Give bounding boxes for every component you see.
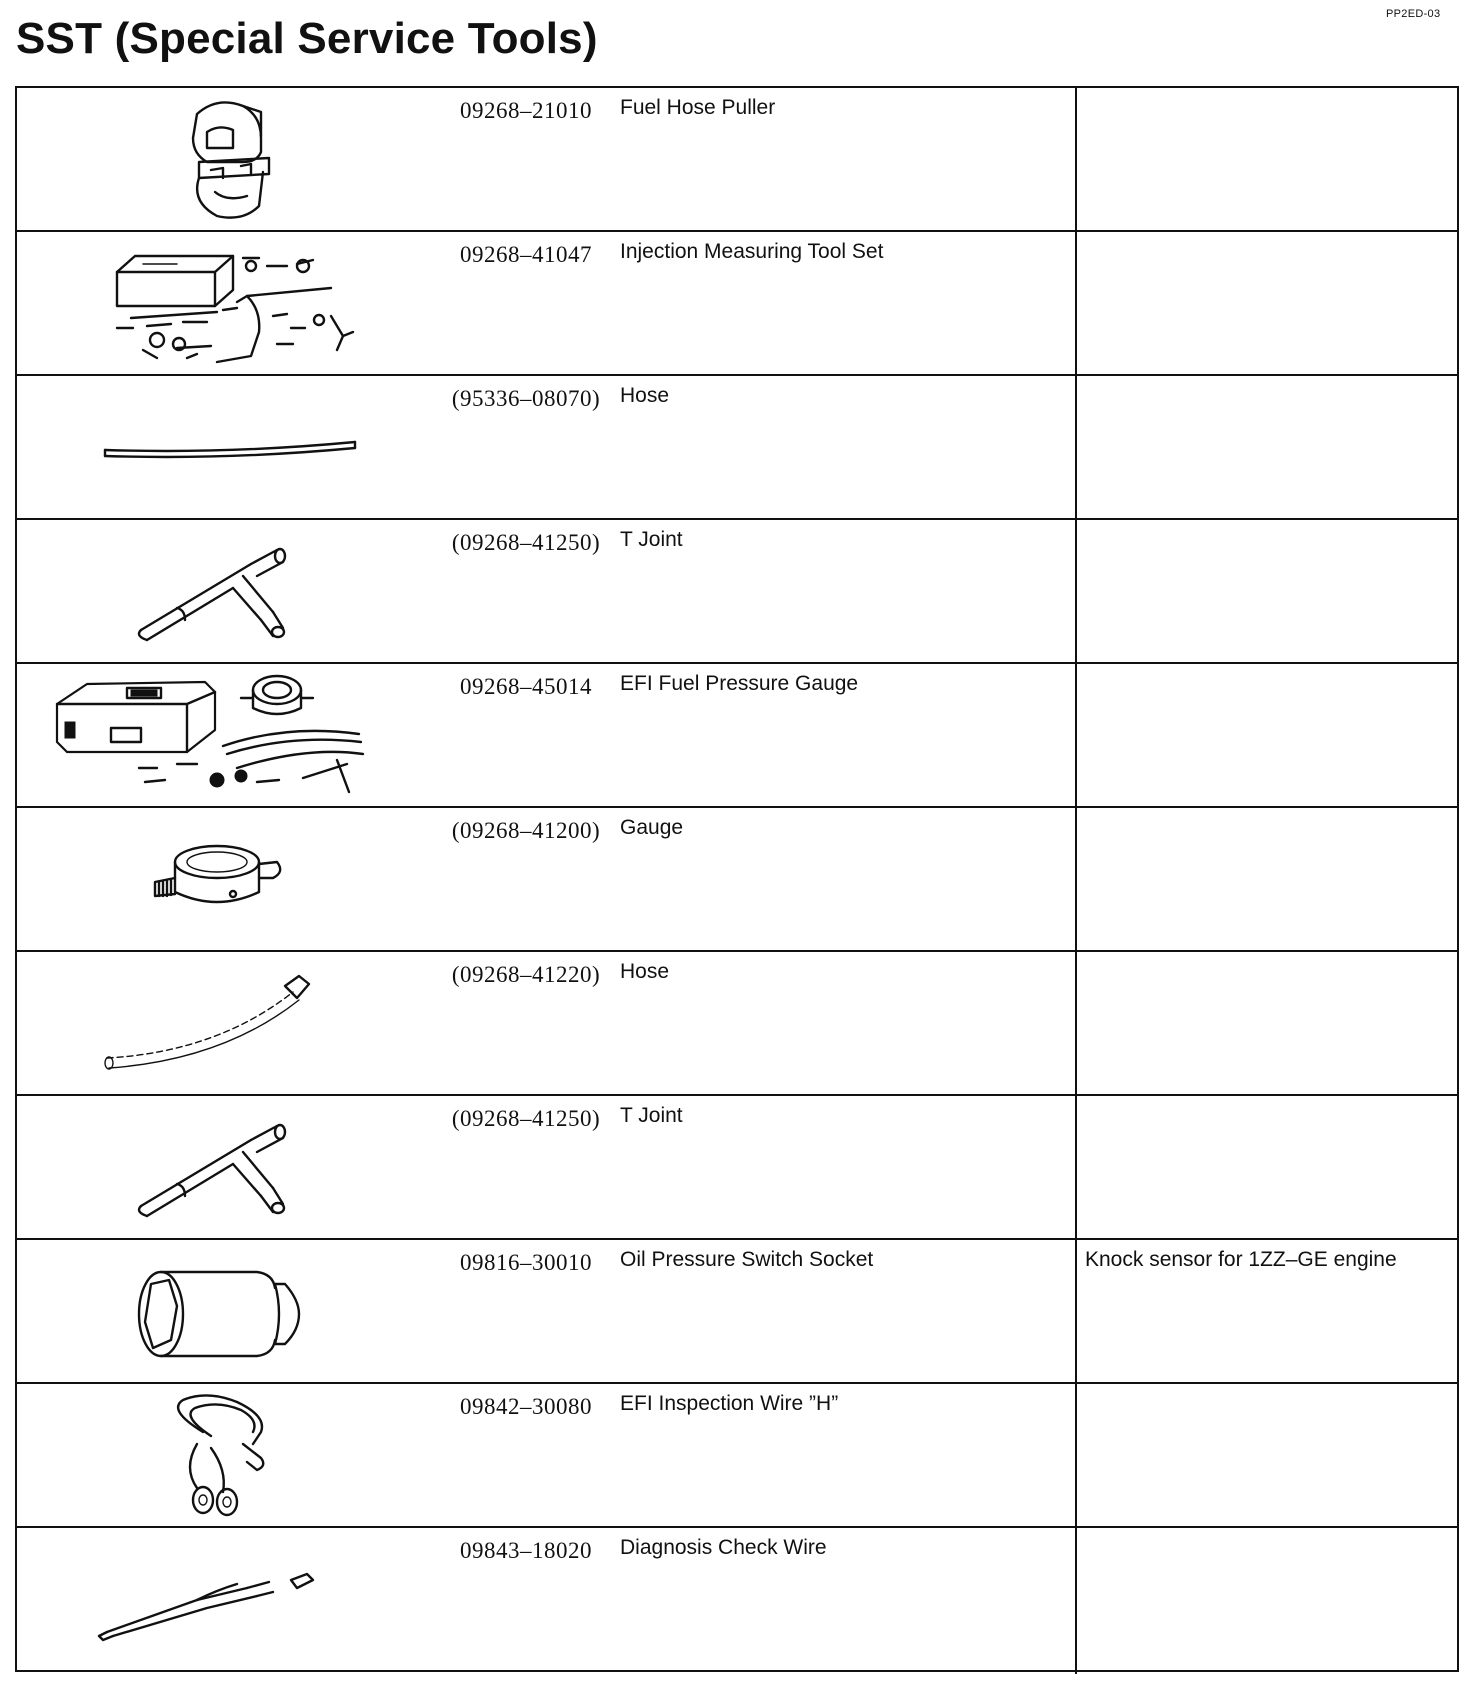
- fuel-pressure-gauge-kit-icon: [47, 668, 407, 802]
- table-row: [17, 376, 1457, 520]
- curved-hose-icon: [47, 956, 407, 1090]
- column-divider: [1075, 808, 1077, 950]
- tool-name: T Joint: [620, 528, 683, 551]
- inspection-wire-icon: [47, 1388, 407, 1522]
- table-row: [17, 1528, 1457, 1674]
- tool-name: T Joint: [620, 1104, 683, 1127]
- column-divider: [1075, 520, 1077, 662]
- column-divider: [1075, 952, 1077, 1094]
- part-number: 09268–45014: [460, 674, 592, 699]
- part-number: (95336–08070): [451, 386, 601, 411]
- t-joint-icon: [47, 524, 407, 658]
- table-row: [17, 808, 1457, 952]
- part-number: (09268–41250): [451, 530, 601, 555]
- column-divider: [1075, 376, 1077, 518]
- part-number: 09268–21010: [460, 98, 592, 123]
- column-divider: [1075, 1240, 1077, 1382]
- tool-name: EFI Inspection Wire ”H”: [620, 1392, 839, 1415]
- page-title: SST (Special Service Tools): [16, 14, 598, 63]
- t-joint-icon: [47, 1100, 407, 1234]
- part-number: 09842–30080: [460, 1394, 592, 1419]
- part-number: (09268–41250): [451, 1106, 601, 1131]
- part-number: (09268–41200): [451, 818, 601, 843]
- part-number: 09268–41047: [460, 242, 592, 267]
- column-divider: [1075, 88, 1077, 230]
- table-row: [17, 1240, 1457, 1384]
- tool-note: Knock sensor for 1ZZ–GE engine: [1085, 1248, 1397, 1271]
- tool-name: Hose: [620, 384, 670, 407]
- part-number: (09268–41220): [451, 962, 601, 987]
- column-divider: [1075, 664, 1077, 806]
- table-row: [17, 520, 1457, 664]
- tool-name: Diagnosis Check Wire: [620, 1536, 827, 1559]
- tool-name: Fuel Hose Puller: [620, 96, 776, 119]
- table-row: [17, 1384, 1457, 1528]
- table-row: [17, 664, 1457, 808]
- hose-icon: [47, 380, 407, 514]
- check-wire-icon: [47, 1532, 407, 1666]
- column-divider: [1075, 1528, 1077, 1674]
- table-row: [17, 88, 1457, 232]
- table-row: [17, 232, 1457, 376]
- socket-icon: [47, 1244, 407, 1378]
- tool-name: Oil Pressure Switch Socket: [620, 1248, 874, 1271]
- fuel-hose-puller-icon: [47, 92, 407, 226]
- column-divider: [1075, 1096, 1077, 1238]
- injection-measuring-tool-set-icon: [47, 236, 407, 370]
- column-divider: [1075, 1384, 1077, 1526]
- tool-name: Injection Measuring Tool Set: [620, 240, 884, 263]
- gauge-icon: [47, 812, 407, 946]
- tool-name: EFI Fuel Pressure Gauge: [620, 672, 859, 695]
- part-number: 09816–30010: [460, 1250, 592, 1275]
- table-row: [17, 952, 1457, 1096]
- tool-name: Gauge: [620, 816, 684, 839]
- table-row: [17, 1096, 1457, 1240]
- sst-table: [15, 86, 1459, 1672]
- tool-name: Hose: [620, 960, 670, 983]
- column-divider: [1075, 232, 1077, 374]
- document-code: PP2ED-03: [1386, 8, 1441, 20]
- part-number: 09843–18020: [460, 1538, 592, 1563]
